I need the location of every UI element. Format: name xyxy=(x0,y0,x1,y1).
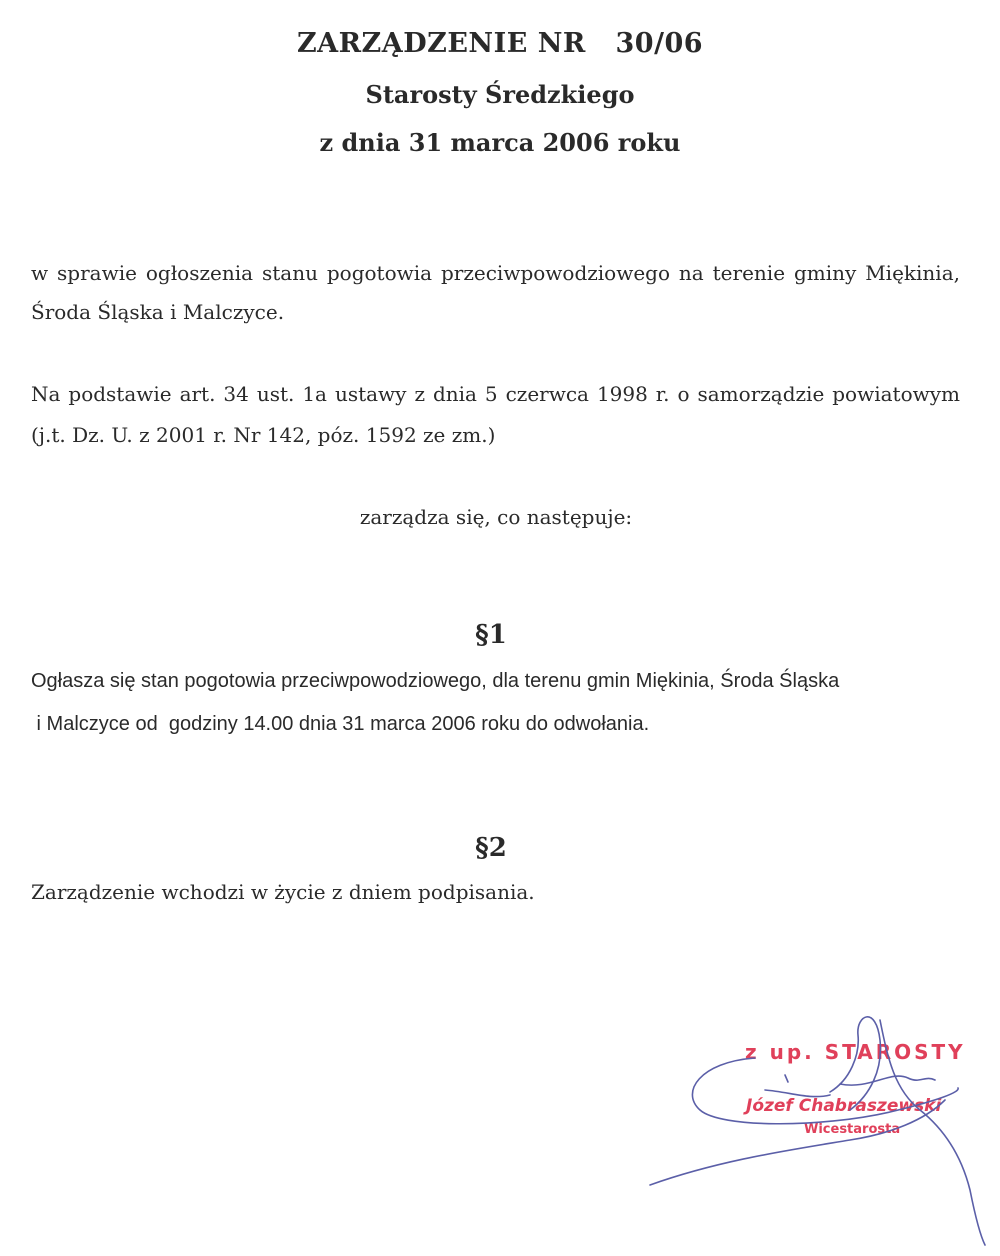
basis-line-1: Na podstawie art. 34 ust. 1a ustawy z dnia 5 czerwca 1998 r. o samorządzie powiatowym xyxy=(31,382,960,406)
section-1-mark: §1 xyxy=(475,620,507,650)
stamp-line-1: z up. STAROSTY xyxy=(745,1040,966,1064)
subject-line-2: Środa Śląska i Malczyce. xyxy=(31,300,285,324)
stamp-line-3: Wicestarosta xyxy=(804,1122,901,1137)
decree-text: zarządza się, co następuje: xyxy=(359,505,633,529)
document-issuer: Starosty Średzkiego xyxy=(365,80,635,109)
stamp-line-2: Józef Chabraszewski xyxy=(746,1096,942,1116)
handwritten-signature xyxy=(640,1000,990,1250)
document-title: ZARZĄDZENIE NR 30/06 xyxy=(296,28,704,59)
section-2-mark: §2 xyxy=(475,833,507,863)
subject-line-1: w sprawie ogłoszenia stanu pogotowia przeciwpowodziowego na terenie gminy Miękinia, xyxy=(31,261,960,285)
document-date: z dnia 31 marca 2006 roku xyxy=(319,128,681,157)
basis-line-2: (j.t. Dz. U. z 2001 r. Nr 142, póz. 1592 ze zm.) xyxy=(31,423,496,447)
section-1-line-2: i Malczyce od godziny 14.00 dnia 31 marca 2006 roku do odwołania. xyxy=(31,713,650,735)
signature-stamp xyxy=(640,1000,990,1250)
section-2-line-1: Zarządzenie wchodzi w życie z dniem podpisania. xyxy=(31,880,535,904)
section-1-line-1: Ogłasza się stan pogotowia przeciwpowodziowego, dla terenu gmin Miękinia, Środa Śląska xyxy=(31,670,840,692)
